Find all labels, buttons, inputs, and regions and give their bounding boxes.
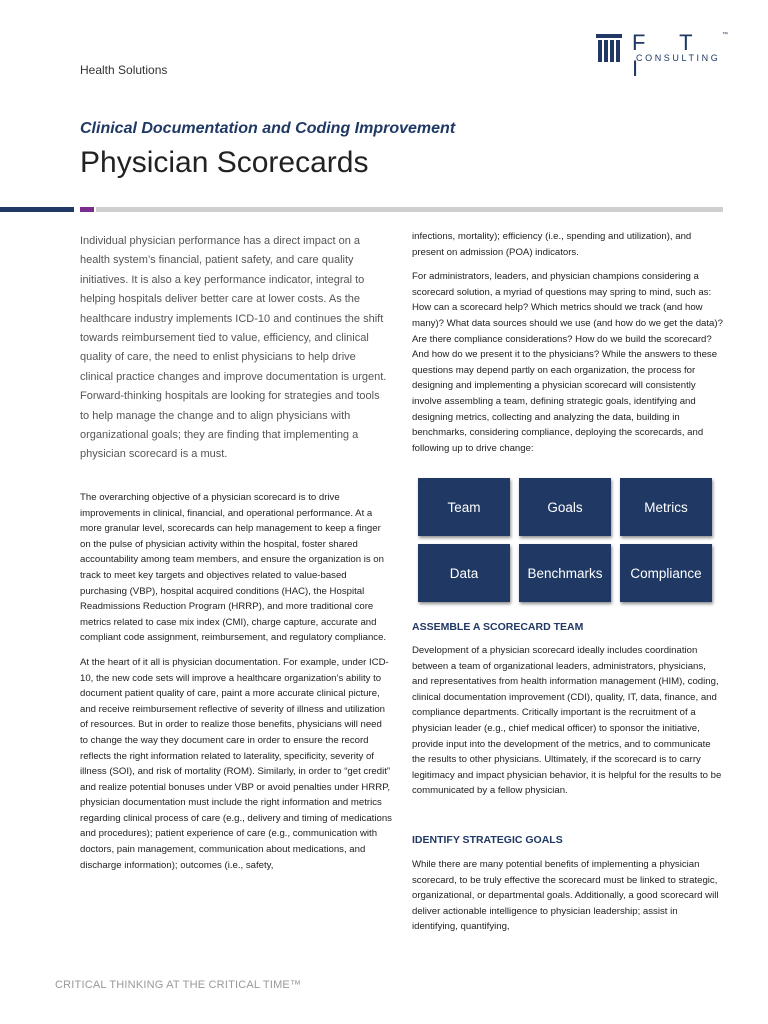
- section-body: While there are many potential benefits of implementing a physician scorecard, to be truly effective the scorecard must be linked to strategic, organizational, or departmental goals. Additionally, a good scorecard will deliver actionable intelligence to physician leadership; assist in identifying, quantifying,: [412, 859, 719, 933]
- step-box-goals: Goals: [519, 478, 611, 536]
- body-paragraph: At the heart of it all is physician documentation. For example, under ICD-10, the new code sets will improve a healthcare organization’s ability to document patient quality of care, paint a more accurate clinical picture, and receive reimbursement reflective of severity of illness and utilization of resources. But in order to realize those benefits, physicians will need to change the way they document care in order to ensure the record reflects the right information related to laterality, specificity, severity of illness (SOI), and risk of mortality (ROM). Similarly, in order to “get credit” and realize potential bonuses under VBP or avoid penalties under HRRP, physician documentation must include the right information and metrics regarding clinical process of care (e.g., delivery and timing of medications and procedures); patient experience of care (e.g., communication with doctors, pain management, communication about medications, and discharge information); outcomes (i.e., safety,: [80, 656, 392, 871]
- left-column: [80, 490, 392, 882]
- step-box-data: Data: [418, 544, 510, 602]
- intro-paragraph: Individual physician performance has a direct impact on a health system’s financial, patient safety, and care quality initiatives. It is also a key performance indicator, integral to helping hospitals deliver better care at lower costs. As the healthcare industry implements ICD-10 and continues the shift towards reimbursement tied to value, efficiency, and clinical quality of care, the need to enlist physicians to help drive clinical practice changes and improve documentation is urgent. Forward-thinking hospitals are looking for strategies and tools to help manage the change and to align physicians with organizational goals; they are finding that implementing a physician scorecard is a must.: [80, 235, 387, 461]
- process-steps-grid: [418, 478, 712, 602]
- body-paragraph: For administrators, leaders, and physician champions considering a scorecard solution, a myriad of questions may spring to mind, such as: How can a scorecard help? Which metrics should we track (and how many)? What data sources should we use (and how do we get the data)? Are there compliance considerations? How do we build the scorecard? And how do we present it to the physicians? While the answers to these questions may depend partly on each organization, the process for designing and implementing a physician scorecard will consistently involve assembling a team, defining strategic goals, identifying and designing metrics, collecting and analyzing the data, building in benchmarks, considering compliance, deploying the scorecards, and following up to drive change:: [412, 271, 723, 454]
- section-label: Health Solutions: [80, 63, 168, 77]
- step-box-team: Team: [418, 478, 510, 536]
- section-body: Development of a physician scorecard ideally includes coordination between a team of organizational leaders, administrators, physicians, and representatives from health information management (HIM), coding, clinical documentation improvement (CDI), quality, IT, data, finance, and compliance departments. Critically important is the recruitment of a physician leader (e.g., chief medical officer) to sponsor the initiative, provide input into the development of the metrics, and to communicate the results to other physicians. Ultimately, if the scorecard is to carry legitimacy and impact physician behavior, it is helpful for the results to be communicated by a fellow physician.: [412, 645, 722, 797]
- logo-wordmark: F T I: [632, 30, 707, 81]
- right-column: [412, 229, 724, 465]
- section-heading: ASSEMBLE A SCORECARD TEAM: [412, 621, 584, 633]
- step-box-compliance: Compliance: [620, 544, 712, 602]
- divider-navy: [0, 207, 74, 212]
- divider-grey: [96, 207, 723, 212]
- document-subtitle: Clinical Documentation and Coding Improvement: [80, 120, 456, 137]
- section-heading: IDENTIFY STRATEGIC GOALS: [412, 834, 563, 846]
- logo-mark-icon: [596, 34, 622, 62]
- step-box-metrics: Metrics: [620, 478, 712, 536]
- fti-logo: [596, 30, 736, 81]
- step-box-benchmarks: Benchmarks: [519, 544, 611, 602]
- logo-subtext: CONSULTING: [636, 53, 721, 63]
- divider-purple: [80, 207, 94, 212]
- footer-tagline: CRITICAL THINKING AT THE CRITICAL TIME™: [55, 979, 302, 991]
- document-title: Physician Scorecards: [80, 146, 369, 179]
- body-paragraph: The overarching objective of a physician scorecard is to drive improvements in clinical, financial, and operational performance. At a more granular level, scorecards can help management to keep a finger on the pulse of physician activity within the hospital, foster shared accountability among team members, and ensure the organization is on track to meet key targets and objectives related to value-based purchasing (VBP), hospital acquired conditions (HAC), the Hospital Readmissions Reduction Program (HRRP), and more traditional core metrics related to case mix index (CMI), charge capture, accurate and compliant code assignment, reimbursement, and regulatory compliance.: [80, 492, 387, 644]
- body-paragraph: infections, mortality); efficiency (i.e., spending and utilization), and present on admission (POA) indicators.: [412, 231, 692, 258]
- logo-trademark: ™: [722, 32, 728, 38]
